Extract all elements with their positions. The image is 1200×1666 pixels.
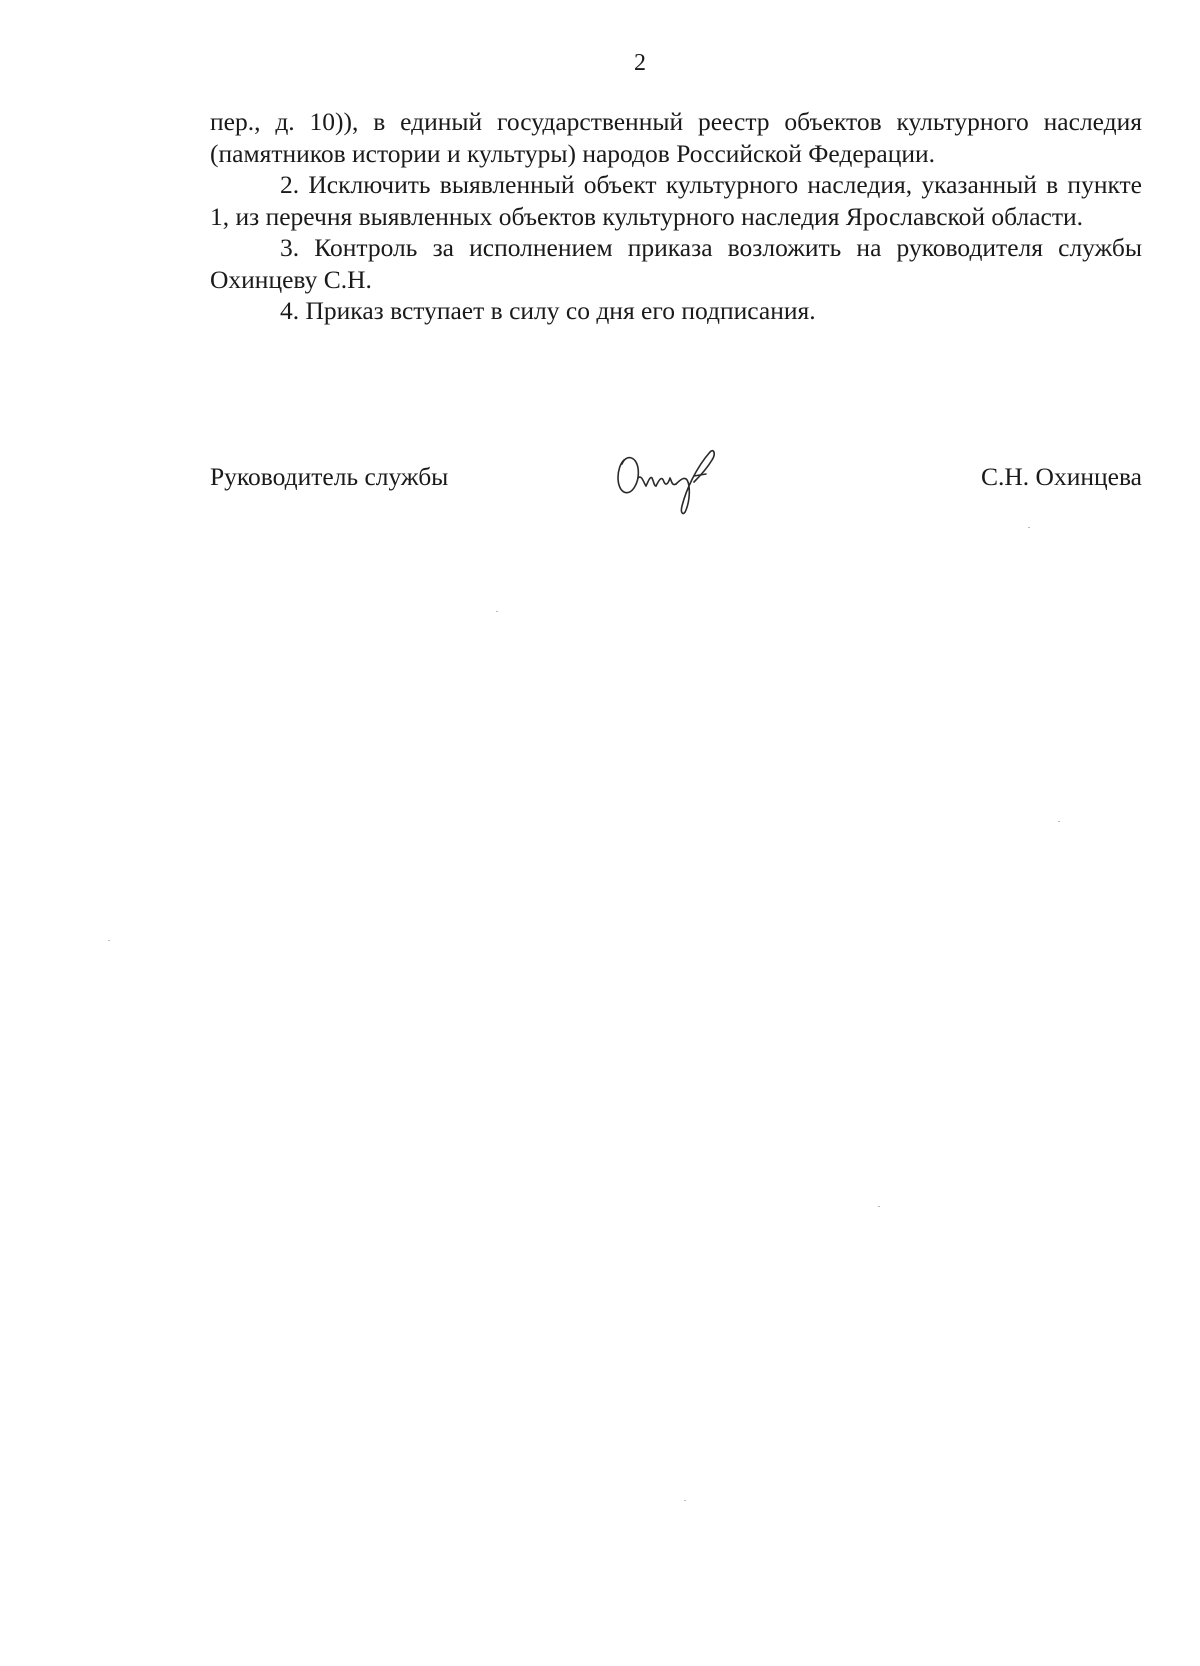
document-body <box>210 106 1142 327</box>
scan-speck <box>1058 821 1060 822</box>
paragraph-item-3: 3. Контроль за исполнением приказа возложить на руководителя службы Охинцеву С.Н. <box>210 233 1142 294</box>
handwritten-signature <box>610 438 740 518</box>
signatory-title: Руководитель службы <box>210 462 449 491</box>
scan-speck <box>684 1500 686 1501</box>
signature-block <box>210 438 1142 518</box>
scan-speck <box>496 611 498 612</box>
paragraph-continuation: пер., д. 10)), в единый государственный реестр объектов культурного наследия (памятников истории и культуры) народов Российской Федерации. <box>210 107 1142 168</box>
scan-speck <box>1028 527 1030 528</box>
scan-speck <box>878 1206 880 1207</box>
page-number: 2 <box>634 50 646 76</box>
signatory-name: С.Н. Охинцева <box>981 462 1142 491</box>
paragraph-item-2: 2. Исключить выявленный объект культурного наследия, указанный в пункте 1, из перечня выявленных объектов культурного наследия Ярославской области. <box>210 170 1142 231</box>
paragraph-item-4: 4. Приказ вступает в силу со дня его подписания. <box>280 296 816 325</box>
scan-speck <box>108 940 110 941</box>
